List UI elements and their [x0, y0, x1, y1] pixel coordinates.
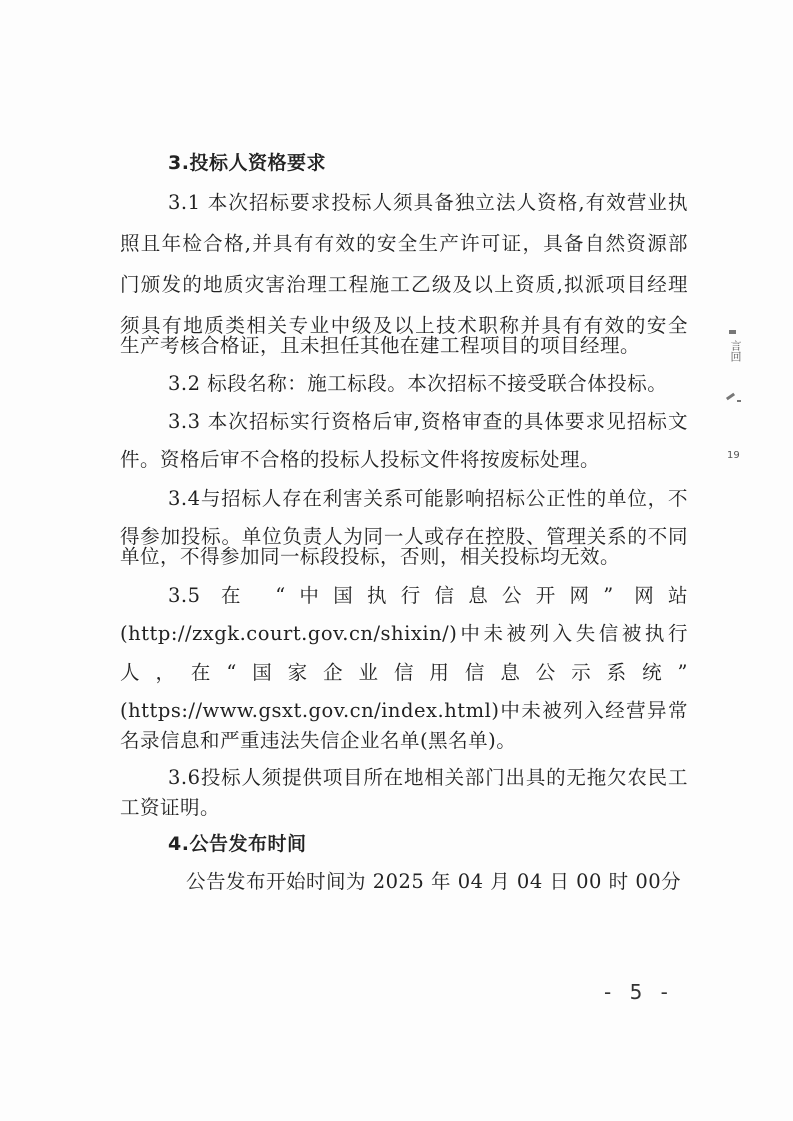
scan-mark-number: 19 — [727, 450, 740, 461]
para-3-4-line-3: 单位，不得参加同一标段投标，否则，相关投标均无效。 — [120, 545, 621, 568]
para-3-5-line-1: 3.5 在 “中国执行信息公开网” 网站 — [168, 584, 688, 607]
para-3-4-line-1: 3.4与招标人存在利害关系可能影响招标公正性的单位，不 — [168, 487, 688, 510]
para-3-1-line-2: 照且年检合格,并具有有效的安全生产许可证，具备自然资源部 — [120, 232, 688, 255]
para-3-5-line-5: 名录信息和严重违法失信企业名单(黑名单)。 — [120, 729, 517, 752]
scan-mark-bar — [729, 330, 736, 334]
para-3-5-line-2: (http://zxgk.court.gov.cn/shixin/)中未被列入失信被执行 — [120, 622, 688, 645]
section-4-text: 公告发布开始时间为 2025 年 04 月 04 日 00 时 00分 — [186, 870, 682, 893]
para-3-3-line-1: 3.3 本次招标实行资格后审,资格审查的具体要求见招标文 — [168, 410, 688, 433]
para-3-3-line-2: 件。资格后审不合格的投标人投标文件将按废标处理。 — [120, 448, 601, 471]
para-3-1-line-3: 门颁发的地质灾害治理工程施工乙级及以上资质,拟派项目经理 — [120, 273, 688, 296]
para-3-2-line-1: 3.2 标段名称：施工标段。本次招标不接受联合体投标。 — [168, 372, 668, 395]
para-3-6-line-2: 工资证明。 — [120, 796, 221, 819]
para-3-6-line-1: 3.6投标人须提供项目所在地相关部门出具的无拖欠农民工 — [168, 766, 688, 789]
para-3-4-line-2: 得参加投标。单位负责人为同一人或存在控股、管理关系的不同 — [120, 525, 688, 548]
para-3-1-line-1: 3.1 本次招标要求投标人须具备独立法人资格,有效营业执 — [168, 191, 688, 214]
scan-mark-dot — [737, 400, 741, 402]
scan-mark-stroke — [726, 393, 735, 401]
page-number: - 5 - — [604, 980, 674, 1004]
section-3-heading: 3.投标人资格要求 — [168, 152, 326, 174]
scan-mark-text: 言回 — [729, 340, 742, 362]
para-3-5-line-3: 人，在“国家企业信用信息公示系统” — [120, 661, 688, 684]
para-3-1-line-4: 须具有地质类相关专业中级及以上技术职称并具有有效的安全 — [120, 314, 688, 337]
para-3-1-line-5: 生产考核合格证，且未担任其他在建工程项目的项目经理。 — [120, 334, 641, 357]
section-4-heading: 4.公告发布时间 — [168, 833, 307, 855]
para-3-5-line-4: (https://www.gsxt.gov.cn/index.html)中未被列入经营异常 — [120, 699, 688, 722]
